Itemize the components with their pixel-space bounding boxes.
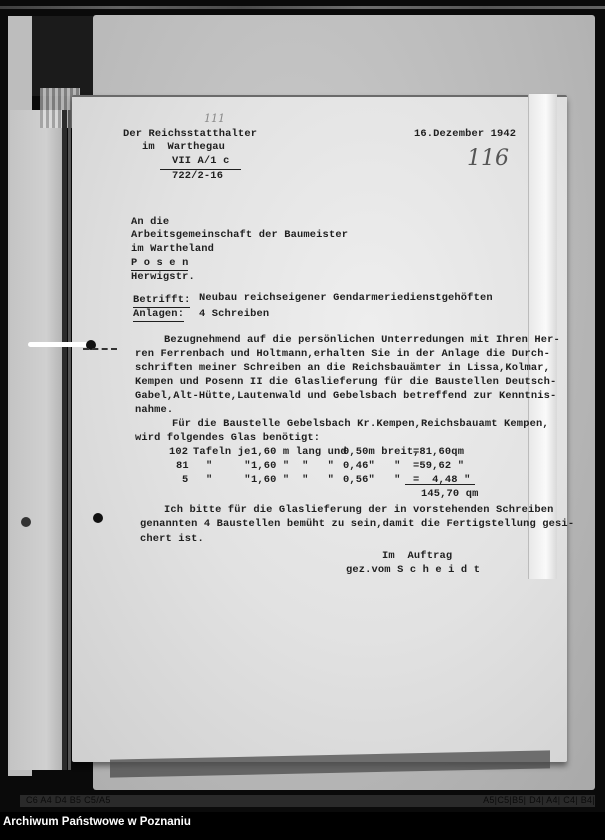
body-line: genannten 4 Baustellen bemüht zu sein,damit die Fertigstellung gesi- <box>140 518 575 530</box>
glass-total: 145,70 qm <box>421 488 479 500</box>
fold-line-inner <box>68 110 71 770</box>
body-line: Kempen und Posenn II die Glaslieferung für die Baustellen Deutsch- <box>135 376 557 388</box>
glass-unit: Tafeln je <box>193 446 251 458</box>
handwritten-top-mark: 111 <box>204 112 225 125</box>
glass-unit: " " <box>206 474 251 486</box>
folder-flap <box>10 110 62 770</box>
fold-line <box>62 110 67 770</box>
glass-length: 1,60 " " " <box>251 474 335 486</box>
glass-area: =81,60qm <box>413 446 465 458</box>
glass-width: 0,50m breit, <box>343 446 420 458</box>
recipient-line-1: An die <box>131 216 170 228</box>
folder-shadow <box>32 16 93 96</box>
glass-length: 1,60 m lang und <box>251 446 347 458</box>
ruler-labels-left: C6 A4 D4 B5 C5/A5 <box>26 795 111 805</box>
glass-area: =59,62 " <box>413 460 465 472</box>
sender-line-2: im Warthegau <box>142 141 226 153</box>
glass-area: = 4,48 " <box>413 474 471 486</box>
glass-width: 0,56" " <box>343 474 401 486</box>
recipient-street: Herwigstr. <box>131 271 195 283</box>
enclosures-label: Anlagen: <box>133 308 185 320</box>
binding-string <box>28 342 90 347</box>
enclosures-text: 4 Schreiben <box>199 308 270 320</box>
body-line: nahme. <box>135 404 174 416</box>
signature-line-1: Im Auftrag <box>382 550 453 562</box>
film-edge <box>0 6 605 9</box>
file-number: 722/2-16 <box>172 170 224 182</box>
sender-line-1: Der Reichsstatthalter <box>123 128 258 140</box>
punch-hole-icon <box>21 517 31 527</box>
sum-line <box>405 484 475 485</box>
glass-qty: 102 <box>169 446 189 458</box>
subject-label: Betrifft: <box>133 294 191 306</box>
body-line: wird folgendes Glas benötigt: <box>135 432 321 444</box>
reference-code: VII A/1 c <box>160 154 241 170</box>
glass-unit: " " <box>206 460 251 472</box>
punch-hole-icon <box>93 513 103 523</box>
dash-mark <box>83 348 117 350</box>
recipient-line-3: im Wartheland <box>131 243 215 255</box>
body-line: Ich bitte für die Glaslieferung der in vorstehenden Schreiben <box>164 504 554 516</box>
body-line: ren Ferrenbach und Holtmann,erhalten Sie in der Anlage die Durch- <box>135 348 551 360</box>
signature-line-2: gez.vom S c h e i d t <box>346 564 481 576</box>
body-line: Für die Baustelle Gebelsbach Kr.Kempen,Reichsbauamt Kempen, <box>172 418 549 430</box>
recipient-line-2: Arbeitsgemeinschaft der Baumeister <box>131 229 349 241</box>
body-line: schriften meiner Schreiben an die Reichsbauämter in Lissa,Kolmar, <box>135 362 551 374</box>
ruler-labels-right: A5|C5|B5| D4| A4| C4| B4| <box>483 795 595 805</box>
letter-date: 16.Dezember 1942 <box>414 128 517 140</box>
body-line: Bezugnehmend auf die persönlichen Unterredungen mit Ihren Her- <box>164 334 560 346</box>
body-line: chert ist. <box>140 533 204 545</box>
handwritten-page-number: 116 <box>467 146 509 171</box>
subject-text: Neubau reichseigener Gendarmeriedienstgehöften <box>199 292 493 304</box>
glass-qty: 81 <box>176 460 189 472</box>
glass-qty: 5 <box>182 474 189 486</box>
body-line: Gabel,Alt-Hütte,Lautenwald und Gebelsbach betreffend zur Kenntnis- <box>135 390 557 402</box>
glass-length: 1,60 " " " <box>251 460 335 472</box>
archive-credit: Archiwum Państwowe w Poznaniu <box>3 816 191 828</box>
glass-width: 0,46" " <box>343 460 401 472</box>
recipient-city: P o s e n <box>131 257 189 269</box>
